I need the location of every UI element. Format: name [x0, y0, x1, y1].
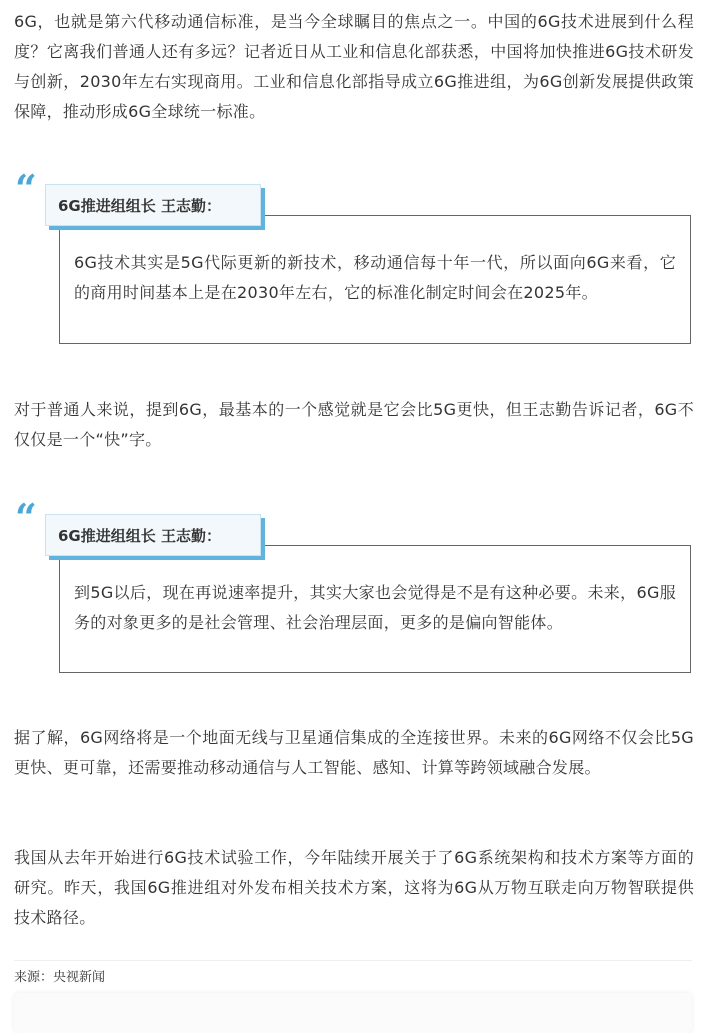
quote-mark-icon: “	[15, 166, 37, 211]
bottom-card	[14, 993, 692, 1033]
divider	[14, 960, 692, 961]
speaker-label: 6G推进组组长 王志勤：	[45, 514, 261, 556]
speaker-label: 6G推进组组长 王志勤：	[45, 184, 261, 226]
quote-mark-icon: “	[15, 495, 37, 540]
body-paragraph: 对于普通人来说，提到6G，最基本的一个感觉就是它会比5G更快，但王志勤告诉记者，6G不仅仅是一个“快”字。	[14, 400, 694, 449]
body-paragraph: 据了解，6G网络将是一个地面无线与卫星通信集成的全连接世界。未来的6G网络不仅会比5G更快、更可靠，还需要推动移动通信与人工智能、感知、计算等跨领域融合发展。	[14, 728, 694, 777]
quote-text: 到5G以后，现在再说速率提升，其实大家也会觉得是不是有这种必要。未来，6G服务的对象更多的是社会管理、社会治理层面，更多的是偏向智能体。	[74, 583, 676, 632]
quote-text: 6G技术其实是5G代际更新的新技术，移动通信每十年一代，所以面向6G来看，它的商用时间基本上是在2030年左右，它的标准化制定时间会在2025年。	[74, 253, 676, 302]
intro-paragraph: 6G，也就是第六代移动通信标准，是当今全球瞩目的焦点之一。中国的6G技术进展到什么程度？它离我们普通人还有多远？记者近日从工业和信息化部获悉，中国将加快推进6G技术研发与创新，2030年左右实现商用。工业和信息化部指导成立6G推进组，为6G创新发展提供政策保障，推动形成6G全球统一标准。	[14, 12, 694, 121]
quote-block	[59, 215, 691, 344]
body-paragraph: 我国从去年开始进行6G技术试验工作，今年陆续开展关于了6G系统架构和技术方案等方面的研究。昨天，我国6G推进组对外发布相关技术方案，这将为6G从万物互联走向万物智联提供技术路径。	[14, 848, 694, 927]
source-label: 来源：央视新闻	[14, 970, 106, 985]
quote-block	[59, 545, 691, 673]
